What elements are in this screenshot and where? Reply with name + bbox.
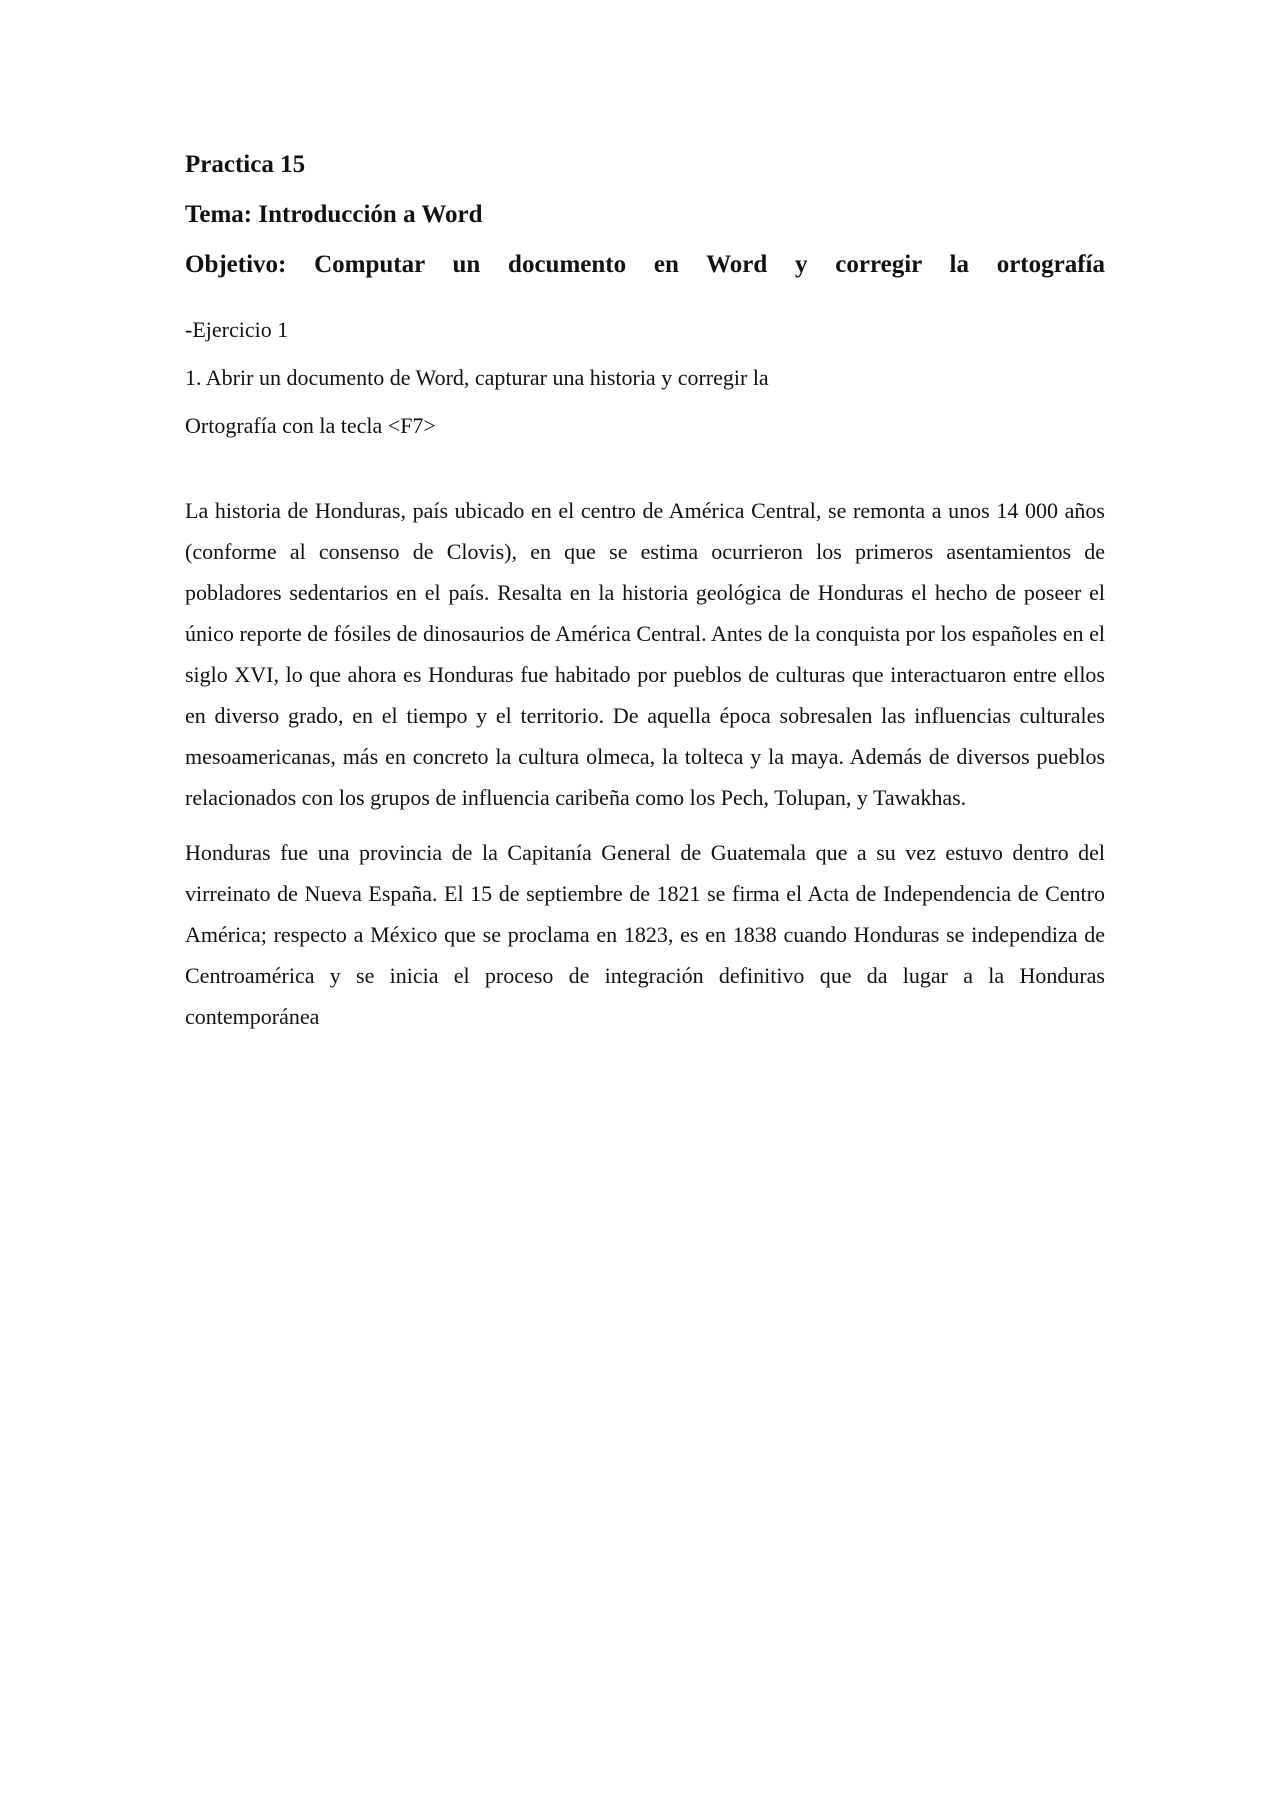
tema-heading: Tema: Introducción a Word xyxy=(185,201,483,228)
body-paragraph-1: La historia de Honduras, país ubicado en el centro de América Central, se remonta a unos 14 000 años (conforme al consenso de Clovis), en que se estima ocurrieron los primeros asentamientos de pobladores sedentarios en el país. Resalta en la historia geológica de Honduras el hecho de poseer el único reporte de fósiles de dinosaurios de América Central. Antes de la conquista por los españoles en el siglo XVI, lo que ahora es Honduras fue habitado por pueblos de culturas que interactuaron entre ellos en diverso grado, en el tiempo y el territorio. De aquella época sobresalen las influencias culturales mesoamericanas, más en concreto la cultura olmeca, la tolteca y la maya. Además de diversos pueblos relacionados con los grupos de influencia caribeña como los Pech, Tolupan, y Tawakhas. xyxy=(185,498,1105,810)
ejercicio-label: -Ejercicio 1 xyxy=(185,317,289,342)
body-paragraph-2: Honduras fue una provincia de la Capitanía General de Guatemala que a su vez estuvo dentro del virreinato de Nueva España. El 15 de septiembre de 1821 se firma el Acta de Independencia de Centro América; respecto a México que se proclama en 1823, es en 1838 cuando Honduras se independiza de Centroamérica y se inicia el proceso de integración definitivo que da lugar a la Honduras contemporánea xyxy=(185,840,1105,1029)
document-page xyxy=(185,150,1105,1051)
instruction-line-2: Ortografía con la tecla <F7> xyxy=(185,413,436,438)
instruction-line-1: 1. Abrir un documento de Word, capturar una historia y corregir la xyxy=(185,365,769,390)
document-title: Practica 15 xyxy=(185,151,306,178)
objetivo-heading: Objetivo: Computar un documento en Word y corregir la ortografía xyxy=(185,251,1105,278)
